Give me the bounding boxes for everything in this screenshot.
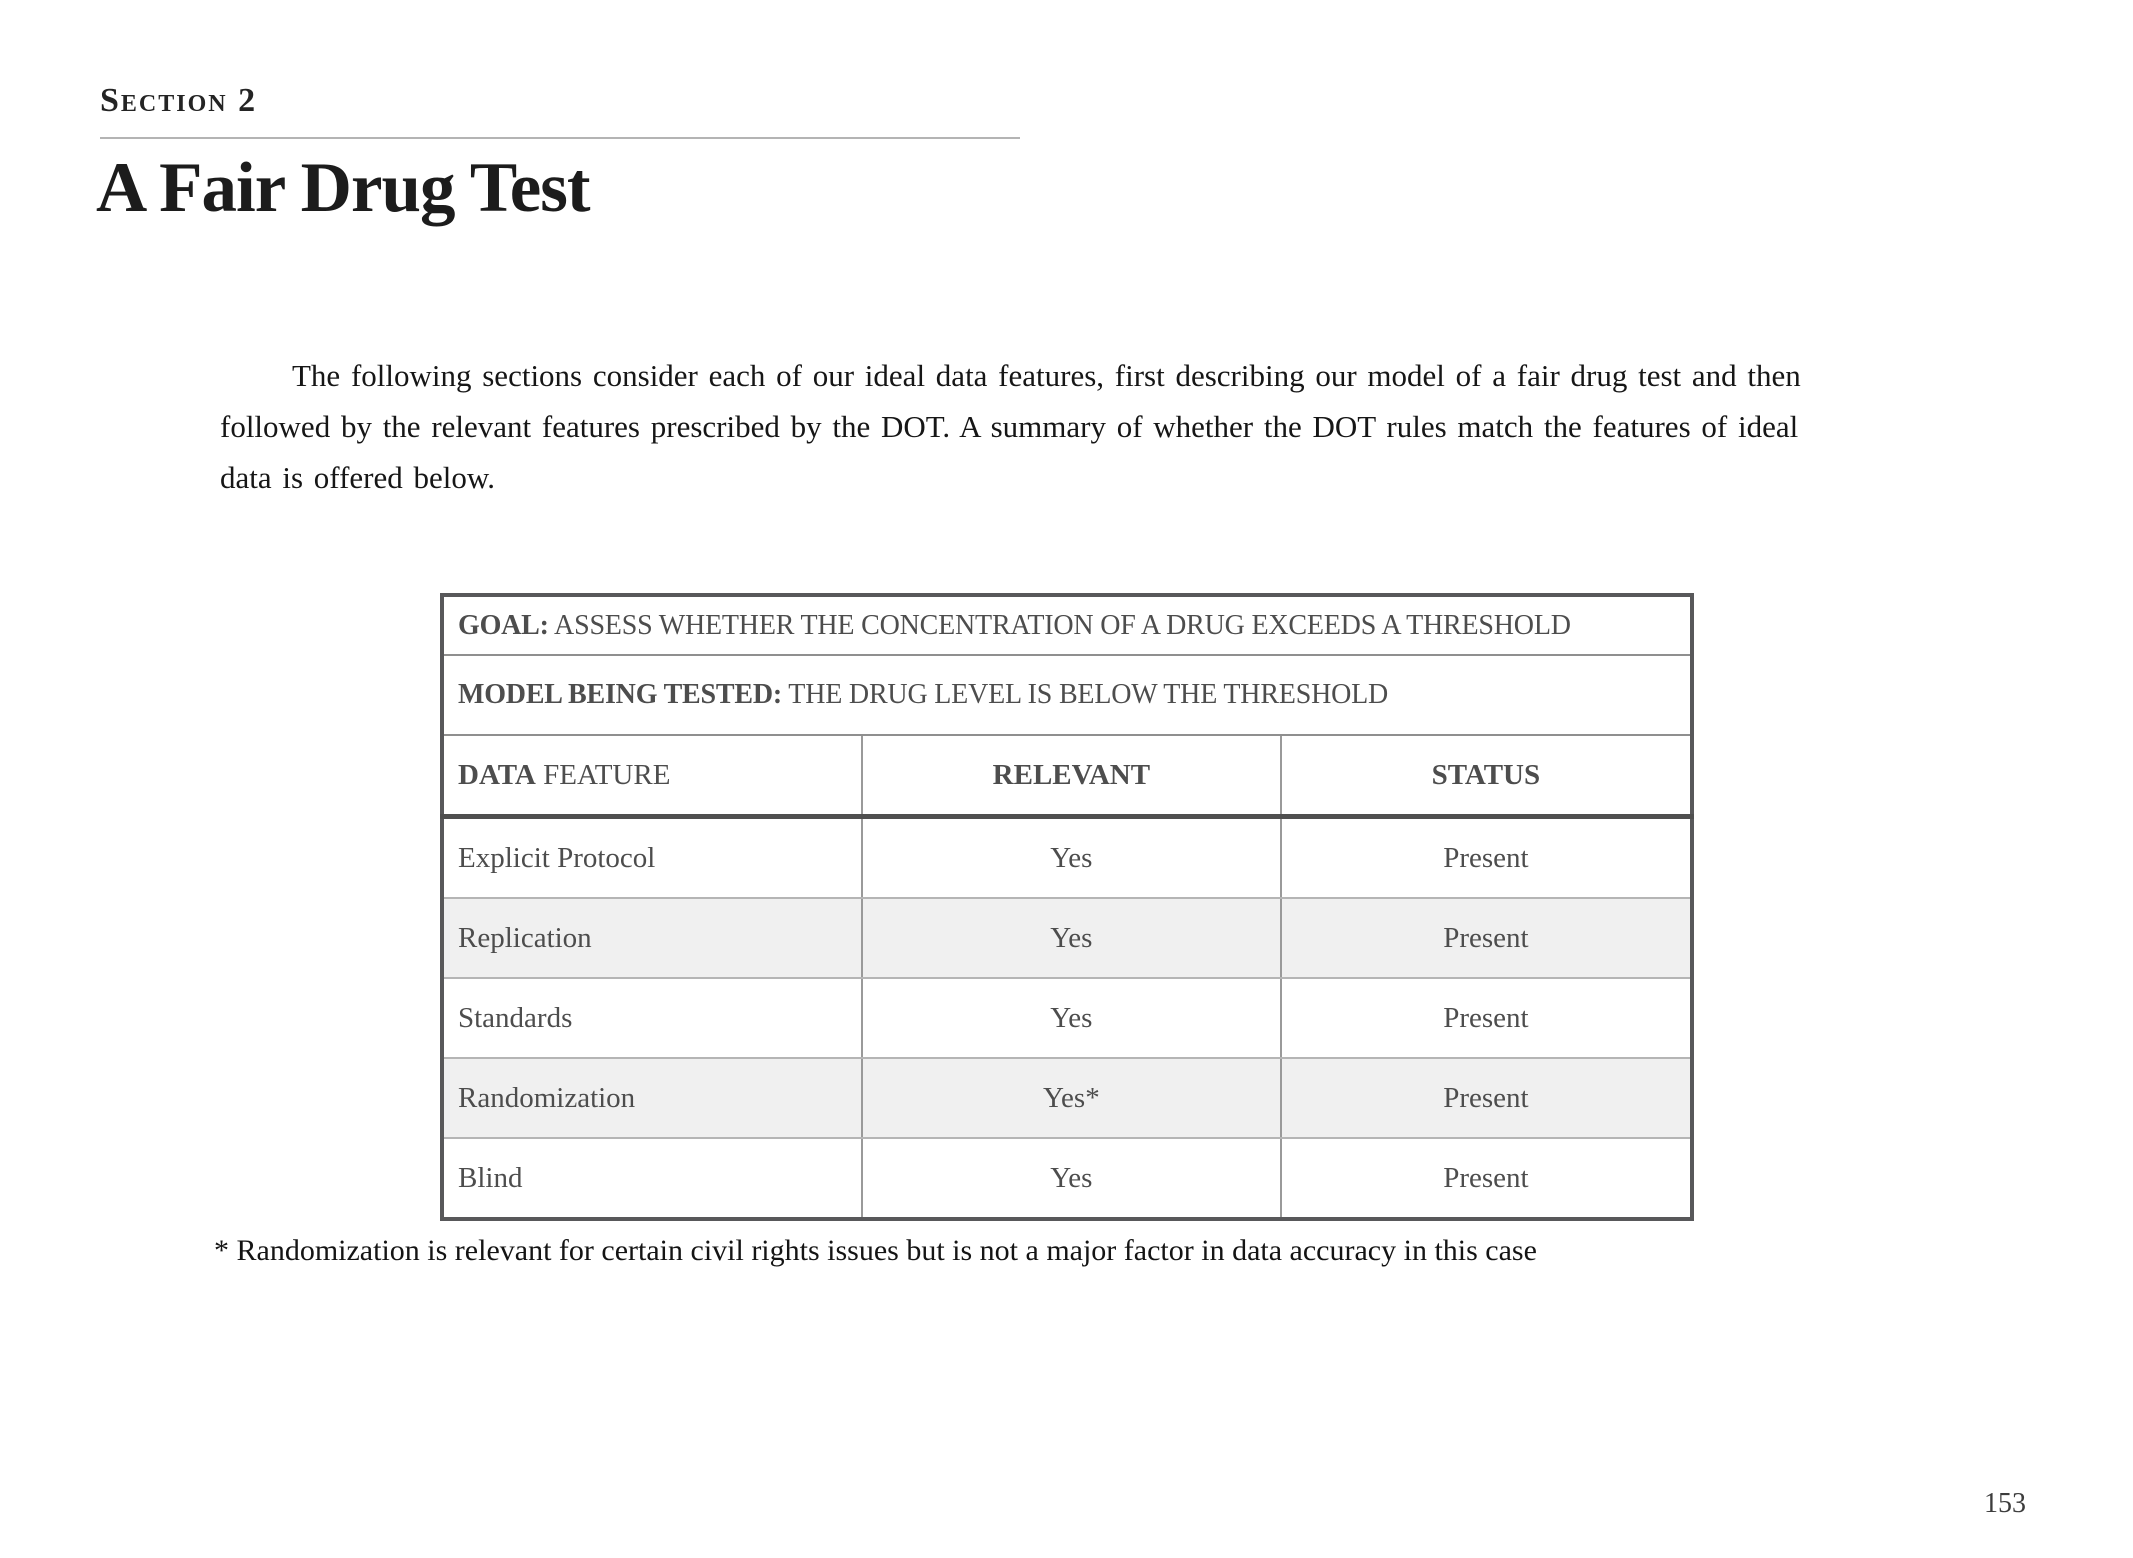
model-text: THE DRUG LEVEL IS BELOW THE THRESHOLD bbox=[788, 679, 1389, 710]
status-cell: Present bbox=[1281, 978, 1692, 1058]
column-header-row bbox=[442, 735, 1692, 817]
relevant-cell: Yes bbox=[862, 978, 1281, 1058]
goal-row bbox=[442, 595, 1692, 655]
status-cell: Present bbox=[1281, 1138, 1692, 1219]
fair-drug-test-table bbox=[440, 593, 1694, 1221]
table-row-standards bbox=[442, 978, 1692, 1058]
column-header-relevant: RELEVANT bbox=[862, 735, 1281, 817]
feature-cell: Blind bbox=[458, 1161, 523, 1194]
status-cell: Present bbox=[1281, 817, 1692, 899]
summary-table bbox=[440, 593, 1694, 1221]
relevant-cell: Yes* bbox=[862, 1058, 1281, 1138]
model-row bbox=[442, 655, 1692, 735]
model-cell bbox=[442, 655, 1692, 735]
page-number: 153 bbox=[1984, 1488, 2026, 1519]
page-title: A Fair Drug Test bbox=[96, 149, 590, 227]
body-paragraph: The following sections consider each of our ideal data features, first describing our model of a fair drug test and then followed by the relevant features prescribed by the DOT. A summary of whether the DOT rules match the features of ideal data is offered below. bbox=[220, 358, 1801, 495]
section-label: Section 2 bbox=[100, 82, 258, 119]
table-row-blind bbox=[442, 1138, 1692, 1219]
relevant-cell: Yes bbox=[862, 817, 1281, 899]
feature-cell: Replication bbox=[442, 898, 862, 978]
status-cell: Present bbox=[1281, 1058, 1692, 1138]
table-row-explicit-protocol bbox=[442, 817, 1692, 899]
status-cell: Present bbox=[1281, 898, 1692, 978]
column-header-feature-bold: DATA bbox=[458, 758, 536, 791]
feature-cell: Explicit Protocol bbox=[442, 817, 862, 899]
column-header-feature bbox=[442, 735, 862, 817]
table-row-randomization bbox=[442, 1058, 1692, 1138]
column-header-feature-rest: FEATURE bbox=[543, 758, 671, 791]
goal-label: GOAL: bbox=[458, 609, 549, 641]
section-rule-divider bbox=[100, 137, 1020, 139]
goal-text: ASSESS WHETHER THE CONCENTRATION OF A DRUG EXCEEDS A THRESHOLD bbox=[554, 609, 1571, 641]
column-header-status: STATUS bbox=[1281, 735, 1692, 817]
feature-cell: Randomization bbox=[442, 1058, 862, 1138]
model-label: MODEL BEING TESTED: bbox=[458, 679, 782, 710]
relevant-cell: Yes bbox=[862, 1138, 1281, 1219]
feature-cell: Standards bbox=[442, 978, 862, 1058]
footnote: * Randomization is relevant for certain civil rights issues but is not a major factor in data accuracy in this case bbox=[214, 1234, 1537, 1267]
table-row-replication bbox=[442, 898, 1692, 978]
goal-cell bbox=[442, 595, 1692, 655]
relevant-cell: Yes bbox=[862, 898, 1281, 978]
